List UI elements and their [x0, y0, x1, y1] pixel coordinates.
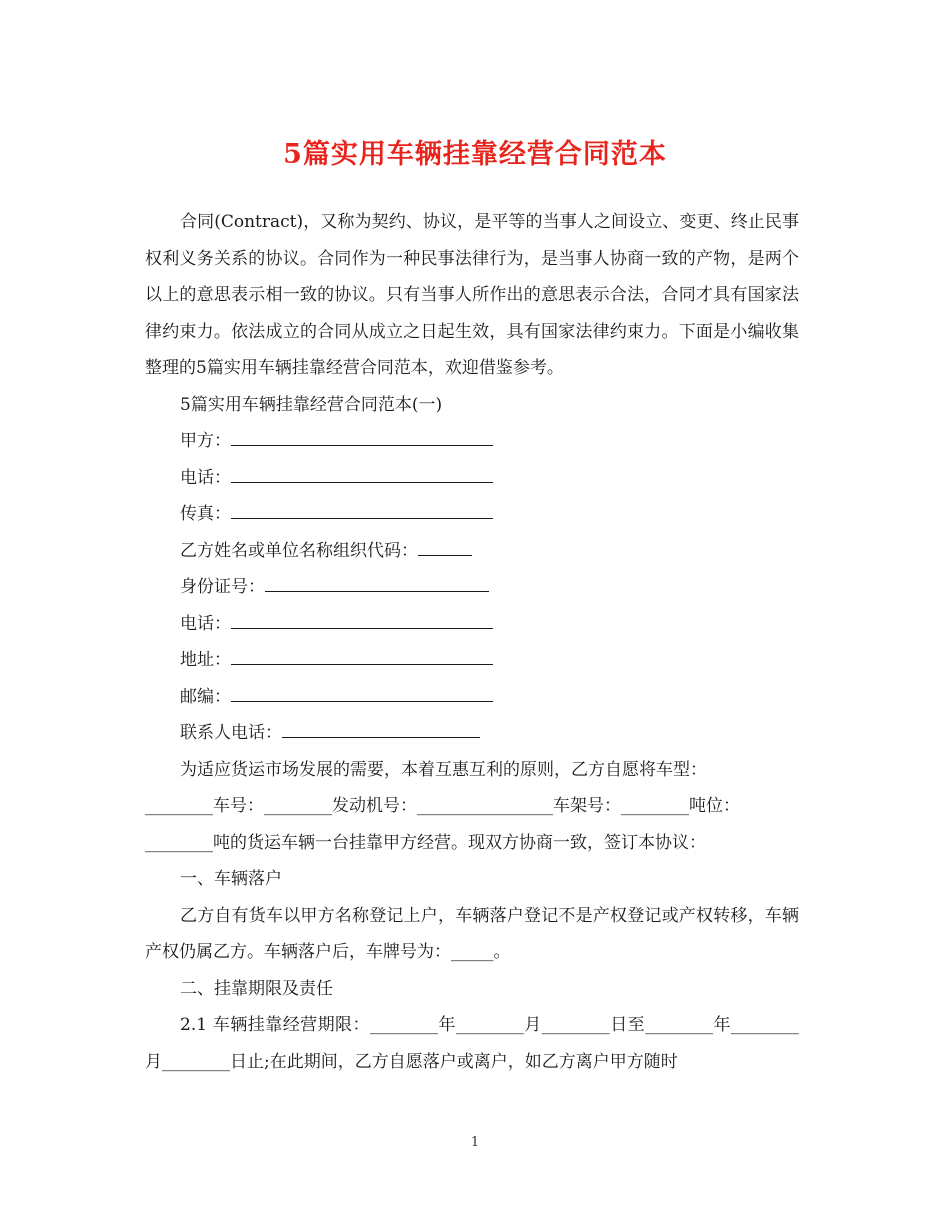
vehicle-line-1 — [145, 788, 799, 825]
blank-line — [231, 681, 493, 702]
blank-line — [282, 717, 480, 738]
document-body — [145, 204, 799, 1080]
field-label: 电话： — [180, 613, 231, 634]
tonnage-label: 吨位： — [689, 796, 740, 816]
plate-blank: _____ — [451, 942, 494, 962]
field-label: 邮编： — [180, 686, 231, 707]
blank-text: ________ — [621, 796, 689, 816]
field-label: 地址： — [180, 650, 231, 670]
vehicle-line-text: 吨的货运车辆一台挂靠甲方经营。现双方协商一致，签订本协议： — [213, 832, 706, 853]
blank-line — [418, 535, 472, 556]
clause-label: 2.1 车辆挂靠经营期限： — [180, 1015, 370, 1035]
field-label: 乙方姓名或单位名称组织代码： — [180, 540, 418, 561]
section-title: 5篇实用车辆挂靠经营合同范本(一) — [180, 394, 443, 415]
blank-text: ________ — [731, 1015, 800, 1035]
blank-text: ________ — [264, 796, 332, 816]
blank-line — [265, 571, 489, 592]
clause-2-1 — [145, 1007, 799, 1080]
field-party-a — [145, 423, 799, 460]
blank-text: ________ — [369, 1015, 438, 1035]
field-label: 联系人电话： — [180, 723, 282, 743]
month-label: 月 — [523, 1015, 542, 1035]
field-label: 身份证号： — [180, 577, 265, 597]
field-id-number — [145, 569, 799, 606]
field-label: 传真： — [180, 504, 231, 524]
blank-text: ________ — [145, 796, 213, 816]
field-label: 电话： — [180, 467, 231, 488]
document-title: 5篇实用车辆挂靠经营合同范本 — [283, 139, 667, 170]
blank-line — [231, 498, 493, 519]
blank-line — [231, 644, 493, 665]
blank-line — [231, 608, 493, 629]
blank-text: ________ — [145, 832, 213, 853]
intro-paragraph: 合同(Contract)，又称为契约、协议，是平等的当事人之间设立、变更、终止民事权利义务关系的协议。合同作为一种民事法律行为，是当事人协商一致的产物，是两个以上的意思表示相一致的协议。只有当事人所作出的意思表示合法，合同才具有国家法律约束力。依法成立的合同从成立之日起生效，具有国家法律约束力。下面是小编收集整理的5篇实用车辆挂靠经营合同范本，欢迎借鉴参考。 — [145, 212, 799, 378]
year-label: 年 — [713, 1015, 732, 1035]
section-2-heading: 二、挂靠期限及责任 — [180, 978, 333, 999]
field-fax — [145, 496, 799, 533]
field-phone-2 — [145, 606, 799, 643]
field-party-b-name — [145, 533, 799, 570]
blank-text: ________ — [645, 1015, 714, 1035]
frame-label: 车架号： — [553, 796, 621, 816]
blank-text: ________ — [541, 1015, 610, 1035]
section-1-heading: 一、车辆落户 — [180, 869, 282, 889]
day-to-label: 日至 — [609, 1015, 646, 1035]
clause-text: 日止;在此期间，乙方自愿落户或离户，如乙方离户甲方随时 — [230, 1051, 678, 1072]
field-postcode — [145, 679, 799, 716]
preamble: 为适应货运市场发展的需要，本着互惠互利的原则，乙方自愿将车型： — [180, 759, 707, 780]
blank-text: ________________ — [417, 796, 553, 816]
section-1-paragraph — [145, 898, 799, 971]
vehicle-line-2 — [145, 825, 799, 862]
field-phone-1 — [145, 460, 799, 497]
page-number: 1 — [470, 1135, 480, 1150]
month-label: 月 — [145, 1051, 162, 1072]
field-address — [145, 642, 799, 679]
blank-text: ________ — [455, 1015, 524, 1035]
section-1-text: 乙方自有货车以甲方名称登记上户，车辆落户登记不是产权登记或产权转移，车辆产权仍属乙方。车辆落户后，车牌号为： — [145, 905, 799, 962]
field-label: 甲方： — [180, 431, 231, 451]
section-1-end: 。 — [493, 942, 511, 962]
year-label: 年 — [437, 1015, 456, 1035]
blank-text: ________ — [162, 1051, 230, 1072]
plate-label: 车号： — [213, 796, 264, 816]
field-contact-phone — [145, 715, 799, 752]
engine-label: 发动机号： — [332, 796, 417, 816]
blank-line — [231, 425, 493, 446]
blank-line — [231, 462, 493, 483]
